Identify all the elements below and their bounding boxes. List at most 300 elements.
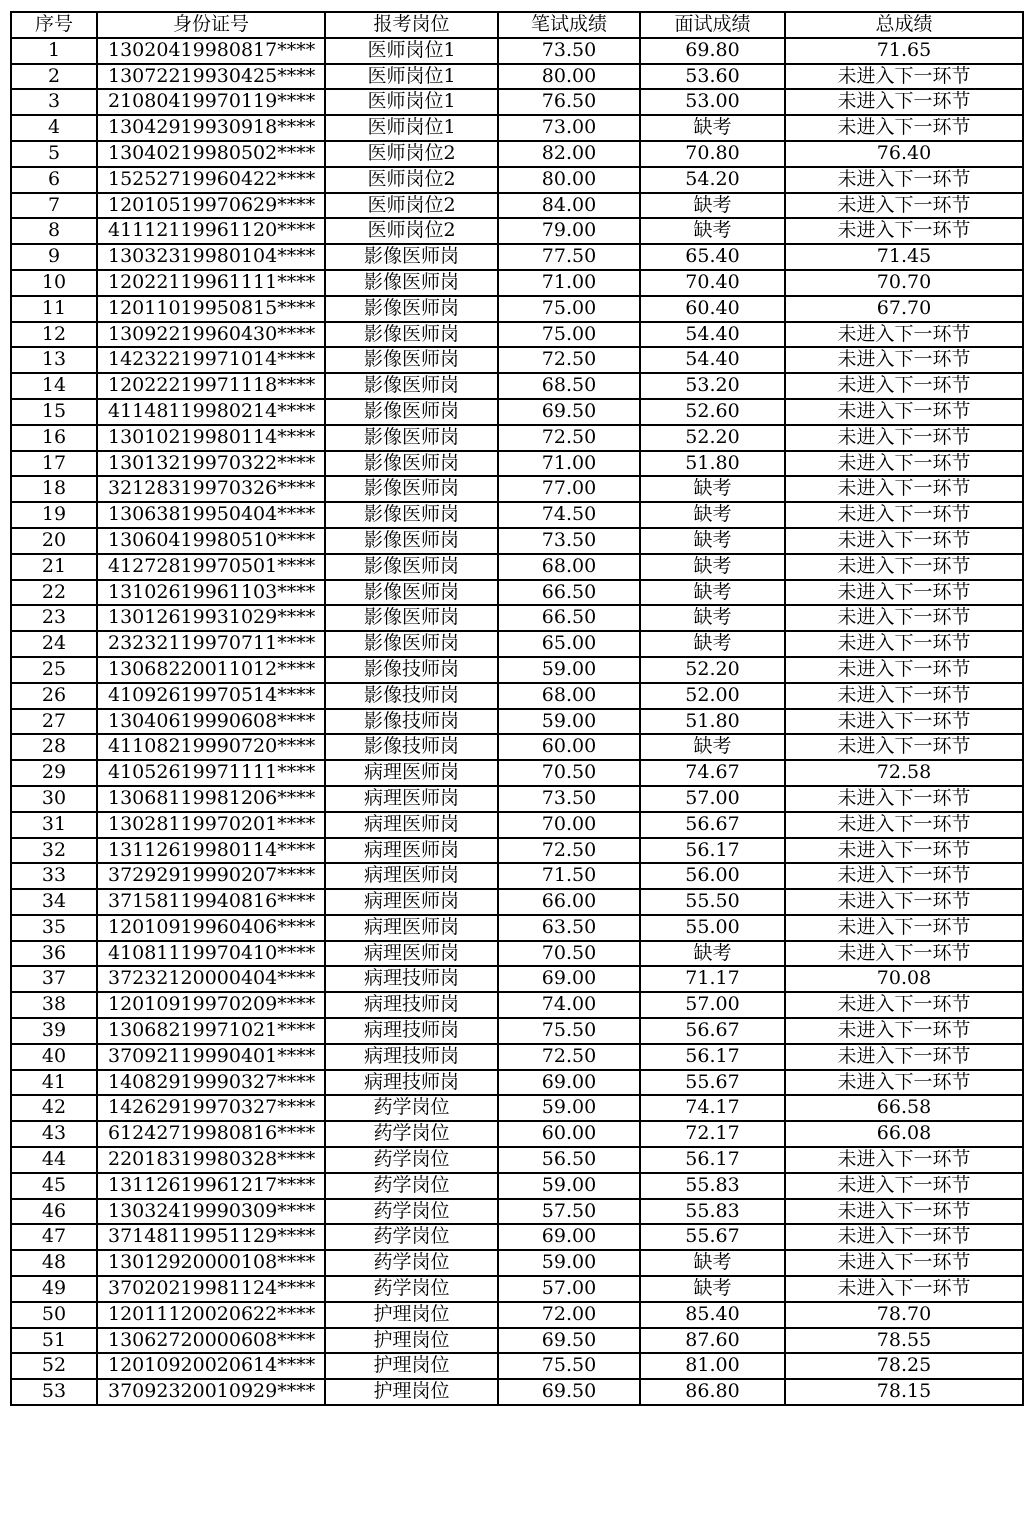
table-row xyxy=(11,1276,1023,1302)
cell-post: 病理技师岗 xyxy=(325,992,498,1018)
cell-written-score: 71.00 xyxy=(498,451,640,477)
cell-post: 医师岗位1 xyxy=(325,64,498,90)
cell-post: 医师岗位2 xyxy=(325,218,498,244)
cell-written-score: 73.50 xyxy=(498,38,640,64)
cell-id: 12011120020622**** xyxy=(97,1302,325,1328)
cell-id: 41092619970514**** xyxy=(97,683,325,709)
cell-no: 41 xyxy=(11,1070,97,1096)
cell-no: 34 xyxy=(11,889,97,915)
cell-post: 药学岗位 xyxy=(325,1121,498,1147)
cell-id: 13028119970201**** xyxy=(97,812,325,838)
cell-total-score: 78.70 xyxy=(785,1302,1023,1328)
cell-written-score: 70.50 xyxy=(498,941,640,967)
cell-post: 病理医师岗 xyxy=(325,889,498,915)
cell-post: 病理技师岗 xyxy=(325,1070,498,1096)
table-row xyxy=(11,193,1023,219)
table-row xyxy=(11,1302,1023,1328)
cell-id: 37232120000404**** xyxy=(97,966,325,992)
cell-id: 22018319980328**** xyxy=(97,1147,325,1173)
cell-interview-score: 52.20 xyxy=(640,425,785,451)
cell-written-score: 70.50 xyxy=(498,760,640,786)
cell-written-score: 59.00 xyxy=(498,1250,640,1276)
header-id: 身份证号 xyxy=(97,12,325,38)
cell-interview-score: 缺考 xyxy=(640,580,785,606)
cell-written-score: 69.00 xyxy=(498,1224,640,1250)
cell-written-score: 66.00 xyxy=(498,889,640,915)
cell-no: 40 xyxy=(11,1044,97,1070)
cell-interview-score: 缺考 xyxy=(640,218,785,244)
table-row xyxy=(11,322,1023,348)
cell-total-score: 未进入下一环节 xyxy=(785,1276,1023,1302)
cell-no: 24 xyxy=(11,631,97,657)
cell-written-score: 69.50 xyxy=(498,399,640,425)
cell-post: 影像医师岗 xyxy=(325,244,498,270)
cell-post: 影像技师岗 xyxy=(325,734,498,760)
cell-post: 影像医师岗 xyxy=(325,580,498,606)
cell-written-score: 59.00 xyxy=(498,1173,640,1199)
cell-total-score: 未进入下一环节 xyxy=(785,1147,1023,1173)
cell-no: 3 xyxy=(11,89,97,115)
cell-written-score: 77.00 xyxy=(498,476,640,502)
table-row xyxy=(11,760,1023,786)
cell-total-score: 未进入下一环节 xyxy=(785,838,1023,864)
table-row xyxy=(11,141,1023,167)
cell-no: 47 xyxy=(11,1224,97,1250)
cell-interview-score: 70.80 xyxy=(640,141,785,167)
cell-id: 15252719960422**** xyxy=(97,167,325,193)
table-row xyxy=(11,373,1023,399)
header-written-score: 笔试成绩 xyxy=(498,12,640,38)
cell-post: 药学岗位 xyxy=(325,1276,498,1302)
cell-no: 25 xyxy=(11,657,97,683)
table-row xyxy=(11,812,1023,838)
cell-no: 14 xyxy=(11,373,97,399)
score-table xyxy=(10,11,1024,1406)
cell-interview-score: 缺考 xyxy=(640,1250,785,1276)
cell-written-score: 63.50 xyxy=(498,915,640,941)
cell-interview-score: 86.80 xyxy=(640,1379,785,1405)
cell-no: 22 xyxy=(11,580,97,606)
cell-total-score: 72.58 xyxy=(785,760,1023,786)
cell-total-score: 未进入下一环节 xyxy=(785,64,1023,90)
cell-no: 39 xyxy=(11,1018,97,1044)
cell-written-score: 66.50 xyxy=(498,580,640,606)
cell-post: 药学岗位 xyxy=(325,1147,498,1173)
cell-interview-score: 55.67 xyxy=(640,1070,785,1096)
cell-interview-score: 57.00 xyxy=(640,992,785,1018)
cell-written-score: 68.50 xyxy=(498,373,640,399)
cell-total-score: 未进入下一环节 xyxy=(785,580,1023,606)
cell-written-score: 73.50 xyxy=(498,528,640,554)
cell-interview-score: 54.20 xyxy=(640,167,785,193)
cell-no: 10 xyxy=(11,270,97,296)
cell-total-score: 未进入下一环节 xyxy=(785,786,1023,812)
cell-no: 49 xyxy=(11,1276,97,1302)
cell-written-score: 80.00 xyxy=(498,64,640,90)
cell-written-score: 84.00 xyxy=(498,193,640,219)
cell-total-score: 未进入下一环节 xyxy=(785,476,1023,502)
cell-no: 52 xyxy=(11,1353,97,1379)
cell-no: 9 xyxy=(11,244,97,270)
cell-total-score: 78.25 xyxy=(785,1353,1023,1379)
cell-post: 影像医师岗 xyxy=(325,605,498,631)
cell-total-score: 未进入下一环节 xyxy=(785,528,1023,554)
cell-no: 15 xyxy=(11,399,97,425)
cell-total-score: 未进入下一环节 xyxy=(785,399,1023,425)
cell-no: 51 xyxy=(11,1328,97,1354)
cell-interview-score: 52.60 xyxy=(640,399,785,425)
cell-no: 16 xyxy=(11,425,97,451)
cell-post: 药学岗位 xyxy=(325,1095,498,1121)
cell-written-score: 69.00 xyxy=(498,966,640,992)
cell-no: 30 xyxy=(11,786,97,812)
cell-interview-score: 74.67 xyxy=(640,760,785,786)
cell-interview-score: 缺考 xyxy=(640,1276,785,1302)
cell-no: 44 xyxy=(11,1147,97,1173)
cell-id: 13040219980502**** xyxy=(97,141,325,167)
cell-post: 影像技师岗 xyxy=(325,657,498,683)
cell-id: 13020419980817**** xyxy=(97,38,325,64)
cell-no: 38 xyxy=(11,992,97,1018)
cell-id: 13013219970322**** xyxy=(97,451,325,477)
cell-id: 41112119961120**** xyxy=(97,218,325,244)
table-row xyxy=(11,838,1023,864)
cell-written-score: 69.50 xyxy=(498,1328,640,1354)
cell-total-score: 未进入下一环节 xyxy=(785,554,1023,580)
cell-total-score: 66.58 xyxy=(785,1095,1023,1121)
cell-post: 医师岗位2 xyxy=(325,167,498,193)
cell-no: 8 xyxy=(11,218,97,244)
cell-interview-score: 56.17 xyxy=(640,1044,785,1070)
cell-total-score: 76.40 xyxy=(785,141,1023,167)
cell-written-score: 75.00 xyxy=(498,296,640,322)
cell-interview-score: 56.67 xyxy=(640,1018,785,1044)
cell-no: 32 xyxy=(11,838,97,864)
table-row xyxy=(11,1199,1023,1225)
cell-no: 23 xyxy=(11,605,97,631)
cell-post: 影像医师岗 xyxy=(325,476,498,502)
cell-total-score: 未进入下一环节 xyxy=(785,657,1023,683)
cell-total-score: 未进入下一环节 xyxy=(785,1224,1023,1250)
cell-written-score: 80.00 xyxy=(498,167,640,193)
cell-total-score: 未进入下一环节 xyxy=(785,193,1023,219)
cell-id: 21080419970119**** xyxy=(97,89,325,115)
cell-written-score: 75.00 xyxy=(498,322,640,348)
cell-interview-score: 70.40 xyxy=(640,270,785,296)
cell-written-score: 72.50 xyxy=(498,1044,640,1070)
cell-written-score: 77.50 xyxy=(498,244,640,270)
cell-post: 护理岗位 xyxy=(325,1328,498,1354)
cell-id: 41108219990720**** xyxy=(97,734,325,760)
cell-no: 53 xyxy=(11,1379,97,1405)
table-row xyxy=(11,992,1023,1018)
cell-post: 病理医师岗 xyxy=(325,786,498,812)
table-row xyxy=(11,451,1023,477)
table-row xyxy=(11,89,1023,115)
cell-interview-score: 60.40 xyxy=(640,296,785,322)
cell-interview-score: 55.83 xyxy=(640,1173,785,1199)
cell-post: 护理岗位 xyxy=(325,1302,498,1328)
cell-no: 36 xyxy=(11,941,97,967)
table-row xyxy=(11,683,1023,709)
cell-written-score: 56.50 xyxy=(498,1147,640,1173)
cell-id: 41052619971111**** xyxy=(97,760,325,786)
cell-id: 13068219971021**** xyxy=(97,1018,325,1044)
cell-post: 影像医师岗 xyxy=(325,528,498,554)
cell-id: 13032419990309**** xyxy=(97,1199,325,1225)
cell-post: 影像医师岗 xyxy=(325,373,498,399)
cell-no: 45 xyxy=(11,1173,97,1199)
cell-post: 病理医师岗 xyxy=(325,812,498,838)
cell-no: 37 xyxy=(11,966,97,992)
cell-no: 19 xyxy=(11,502,97,528)
cell-post: 护理岗位 xyxy=(325,1379,498,1405)
cell-written-score: 57.50 xyxy=(498,1199,640,1225)
cell-no: 27 xyxy=(11,709,97,735)
cell-post: 医师岗位2 xyxy=(325,193,498,219)
cell-total-score: 67.70 xyxy=(785,296,1023,322)
cell-no: 42 xyxy=(11,1095,97,1121)
cell-written-score: 74.00 xyxy=(498,992,640,1018)
cell-interview-score: 缺考 xyxy=(640,115,785,141)
cell-total-score: 未进入下一环节 xyxy=(785,1250,1023,1276)
table-row xyxy=(11,1250,1023,1276)
cell-total-score: 66.08 xyxy=(785,1121,1023,1147)
cell-total-score: 未进入下一环节 xyxy=(785,683,1023,709)
cell-written-score: 59.00 xyxy=(498,1095,640,1121)
header-total-score: 总成绩 xyxy=(785,12,1023,38)
table-row xyxy=(11,218,1023,244)
cell-written-score: 72.00 xyxy=(498,1302,640,1328)
table-row xyxy=(11,786,1023,812)
cell-id: 23232119970711**** xyxy=(97,631,325,657)
cell-post: 药学岗位 xyxy=(325,1250,498,1276)
cell-total-score: 未进入下一环节 xyxy=(785,1173,1023,1199)
cell-total-score: 未进入下一环节 xyxy=(785,167,1023,193)
cell-written-score: 75.50 xyxy=(498,1018,640,1044)
cell-interview-score: 缺考 xyxy=(640,528,785,554)
cell-interview-score: 缺考 xyxy=(640,502,785,528)
cell-interview-score: 85.40 xyxy=(640,1302,785,1328)
cell-post: 影像医师岗 xyxy=(325,502,498,528)
table-row xyxy=(11,1044,1023,1070)
table-row xyxy=(11,425,1023,451)
cell-no: 11 xyxy=(11,296,97,322)
cell-post: 医师岗位1 xyxy=(325,89,498,115)
cell-written-score: 57.00 xyxy=(498,1276,640,1302)
cell-post: 影像医师岗 xyxy=(325,270,498,296)
cell-id: 12010920020614**** xyxy=(97,1353,325,1379)
cell-interview-score: 缺考 xyxy=(640,941,785,967)
cell-total-score: 未进入下一环节 xyxy=(785,1044,1023,1070)
table-row xyxy=(11,1173,1023,1199)
cell-id: 37020219981124**** xyxy=(97,1276,325,1302)
cell-no: 31 xyxy=(11,812,97,838)
table-row xyxy=(11,399,1023,425)
cell-id: 13112619980114**** xyxy=(97,838,325,864)
cell-written-score: 59.00 xyxy=(498,657,640,683)
cell-written-score: 71.00 xyxy=(498,270,640,296)
cell-written-score: 72.50 xyxy=(498,347,640,373)
cell-no: 35 xyxy=(11,915,97,941)
table-row xyxy=(11,1121,1023,1147)
cell-written-score: 68.00 xyxy=(498,554,640,580)
cell-interview-score: 53.20 xyxy=(640,373,785,399)
cell-id: 13063819950404**** xyxy=(97,502,325,528)
cell-total-score: 未进入下一环节 xyxy=(785,373,1023,399)
cell-no: 29 xyxy=(11,760,97,786)
cell-interview-score: 54.40 xyxy=(640,322,785,348)
cell-id: 13042919930918**** xyxy=(97,115,325,141)
cell-interview-score: 53.00 xyxy=(640,89,785,115)
cell-total-score: 未进入下一环节 xyxy=(785,451,1023,477)
cell-total-score: 未进入下一环节 xyxy=(785,889,1023,915)
table-row xyxy=(11,1353,1023,1379)
table-row xyxy=(11,1070,1023,1096)
cell-id: 41081119970410**** xyxy=(97,941,325,967)
table-row xyxy=(11,863,1023,889)
cell-total-score: 78.15 xyxy=(785,1379,1023,1405)
table-row xyxy=(11,1095,1023,1121)
cell-interview-score: 55.83 xyxy=(640,1199,785,1225)
table-row xyxy=(11,270,1023,296)
cell-interview-score: 72.17 xyxy=(640,1121,785,1147)
cell-total-score: 未进入下一环节 xyxy=(785,425,1023,451)
cell-post: 医师岗位2 xyxy=(325,141,498,167)
table-row xyxy=(11,554,1023,580)
cell-written-score: 68.00 xyxy=(498,683,640,709)
table-row xyxy=(11,605,1023,631)
cell-no: 33 xyxy=(11,863,97,889)
table-row xyxy=(11,580,1023,606)
table-row xyxy=(11,528,1023,554)
table-row xyxy=(11,915,1023,941)
cell-interview-score: 54.40 xyxy=(640,347,785,373)
cell-id: 12022119961111**** xyxy=(97,270,325,296)
table-row xyxy=(11,1147,1023,1173)
cell-written-score: 66.50 xyxy=(498,605,640,631)
cell-id: 32128319970326**** xyxy=(97,476,325,502)
table-row xyxy=(11,476,1023,502)
cell-interview-score: 56.17 xyxy=(640,1147,785,1173)
header-post: 报考岗位 xyxy=(325,12,498,38)
cell-total-score: 未进入下一环节 xyxy=(785,992,1023,1018)
cell-total-score: 未进入下一环节 xyxy=(785,941,1023,967)
cell-total-score: 未进入下一环节 xyxy=(785,115,1023,141)
cell-id: 13062720000608**** xyxy=(97,1328,325,1354)
cell-interview-score: 56.17 xyxy=(640,838,785,864)
cell-written-score: 70.00 xyxy=(498,812,640,838)
cell-written-score: 60.00 xyxy=(498,1121,640,1147)
cell-post: 影像医师岗 xyxy=(325,347,498,373)
header-interview-score: 面试成绩 xyxy=(640,12,785,38)
cell-total-score: 未进入下一环节 xyxy=(785,709,1023,735)
cell-post: 医师岗位1 xyxy=(325,38,498,64)
cell-post: 影像医师岗 xyxy=(325,425,498,451)
cell-total-score: 未进入下一环节 xyxy=(785,347,1023,373)
cell-total-score: 未进入下一环节 xyxy=(785,1199,1023,1225)
cell-id: 37092320010929**** xyxy=(97,1379,325,1405)
cell-id: 13012619931029**** xyxy=(97,605,325,631)
cell-total-score: 71.65 xyxy=(785,38,1023,64)
cell-no: 50 xyxy=(11,1302,97,1328)
cell-id: 13040619990608**** xyxy=(97,709,325,735)
cell-interview-score: 87.60 xyxy=(640,1328,785,1354)
cell-id: 13032319980104**** xyxy=(97,244,325,270)
cell-total-score: 未进入下一环节 xyxy=(785,1018,1023,1044)
cell-post: 病理技师岗 xyxy=(325,1018,498,1044)
cell-written-score: 72.50 xyxy=(498,838,640,864)
cell-post: 病理医师岗 xyxy=(325,915,498,941)
table-row xyxy=(11,502,1023,528)
cell-id: 14082919990327**** xyxy=(97,1070,325,1096)
cell-total-score: 未进入下一环节 xyxy=(785,863,1023,889)
cell-post: 医师岗位1 xyxy=(325,115,498,141)
cell-id: 37158119940816**** xyxy=(97,889,325,915)
table-row xyxy=(11,167,1023,193)
cell-interview-score: 56.00 xyxy=(640,863,785,889)
cell-written-score: 71.50 xyxy=(498,863,640,889)
cell-post: 影像医师岗 xyxy=(325,554,498,580)
cell-id: 13060419980510**** xyxy=(97,528,325,554)
cell-written-score: 73.00 xyxy=(498,115,640,141)
cell-no: 17 xyxy=(11,451,97,477)
table-row xyxy=(11,1224,1023,1250)
cell-no: 6 xyxy=(11,167,97,193)
cell-no: 48 xyxy=(11,1250,97,1276)
table-row xyxy=(11,889,1023,915)
cell-post: 病理医师岗 xyxy=(325,941,498,967)
cell-total-score: 未进入下一环节 xyxy=(785,1070,1023,1096)
table-row xyxy=(11,657,1023,683)
cell-interview-score: 缺考 xyxy=(640,631,785,657)
table-row xyxy=(11,734,1023,760)
cell-interview-score: 69.80 xyxy=(640,38,785,64)
cell-written-score: 73.50 xyxy=(498,786,640,812)
cell-post: 影像医师岗 xyxy=(325,322,498,348)
cell-interview-score: 65.40 xyxy=(640,244,785,270)
cell-interview-score: 51.80 xyxy=(640,709,785,735)
cell-interview-score: 51.80 xyxy=(640,451,785,477)
cell-no: 43 xyxy=(11,1121,97,1147)
cell-written-score: 72.50 xyxy=(498,425,640,451)
cell-post: 病理医师岗 xyxy=(325,838,498,864)
cell-total-score: 71.45 xyxy=(785,244,1023,270)
table-row xyxy=(11,38,1023,64)
cell-post: 影像技师岗 xyxy=(325,709,498,735)
cell-post: 影像技师岗 xyxy=(325,683,498,709)
cell-interview-score: 55.67 xyxy=(640,1224,785,1250)
cell-id: 37092119990401**** xyxy=(97,1044,325,1070)
cell-id: 13092219960430**** xyxy=(97,322,325,348)
cell-no: 1 xyxy=(11,38,97,64)
cell-id: 14262919970327**** xyxy=(97,1095,325,1121)
cell-id: 12010519970629**** xyxy=(97,193,325,219)
cell-id: 12010919970209**** xyxy=(97,992,325,1018)
cell-interview-score: 缺考 xyxy=(640,605,785,631)
cell-no: 5 xyxy=(11,141,97,167)
cell-written-score: 65.00 xyxy=(498,631,640,657)
cell-written-score: 82.00 xyxy=(498,141,640,167)
cell-post: 病理技师岗 xyxy=(325,966,498,992)
cell-no: 20 xyxy=(11,528,97,554)
cell-id: 61242719980816**** xyxy=(97,1121,325,1147)
cell-no: 7 xyxy=(11,193,97,219)
cell-no: 18 xyxy=(11,476,97,502)
cell-written-score: 69.00 xyxy=(498,1070,640,1096)
table-row xyxy=(11,631,1023,657)
cell-id: 13068220011012**** xyxy=(97,657,325,683)
